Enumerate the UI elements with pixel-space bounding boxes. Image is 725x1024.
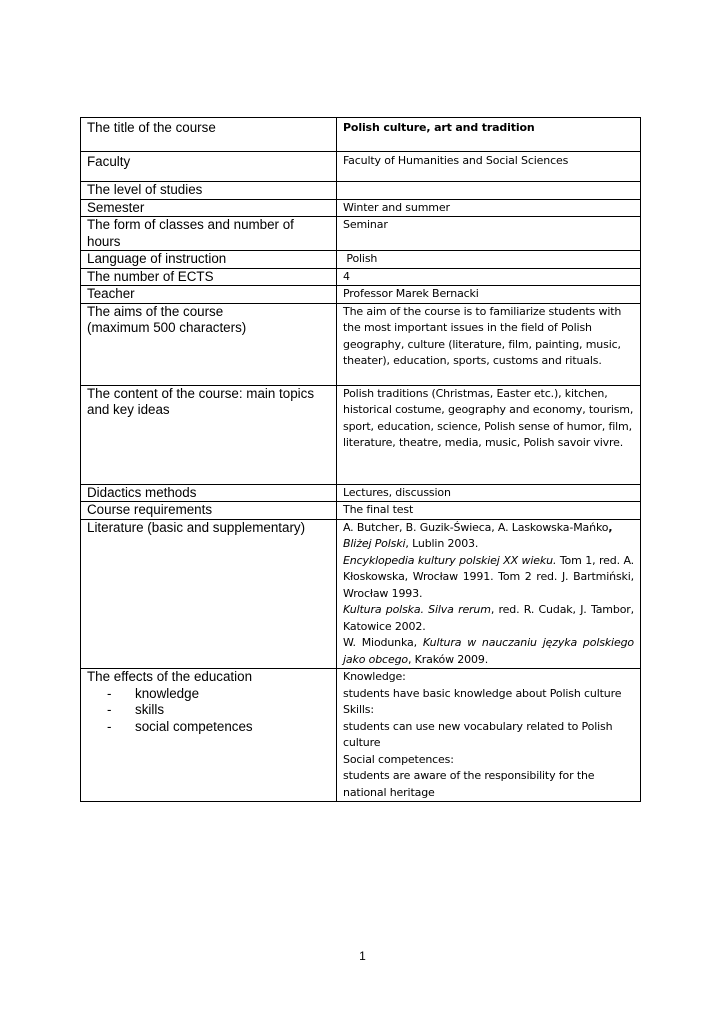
- literature-authors: A. Butcher, B. Guzik-Świeca, A. Laskowska-Mańko: [343, 520, 609, 534]
- requirements-value: The final test: [337, 502, 641, 520]
- row-content: [81, 385, 641, 484]
- semester-value: Winter and summer: [337, 199, 641, 217]
- level-label: The level of studies: [81, 182, 337, 200]
- effects-label: [81, 669, 337, 802]
- literature-entry: [343, 553, 634, 603]
- row-semester: [81, 199, 641, 217]
- semester-label: Semester: [81, 199, 337, 217]
- effects-sub-list: [87, 686, 330, 736]
- row-aims: [81, 303, 641, 385]
- row-language: [81, 251, 641, 269]
- content-value: Polish traditions (Christmas, Easter etc.), kitchen, historical costume, geography and economy, tourism, sport, education, science, Polish sense of humor, film, literature, theatre, media, music, Polish savoir vivre.: [337, 385, 641, 484]
- language-label: Language of instruction: [81, 251, 337, 269]
- literature-details: , Lublin 2003.: [405, 537, 479, 550]
- effects-sub-item: - knowledge: [87, 686, 330, 703]
- literature-title: Encyklopedia kultury polskiej XX wieku.: [343, 553, 557, 567]
- content-label: The content of the course: main topics and key ideas: [81, 385, 337, 484]
- aims-label-line1: The aims of the course: [87, 303, 224, 319]
- literature-separator: ,: [608, 520, 613, 534]
- teacher-value: Professor Marek Bernacki: [337, 286, 641, 304]
- effects-line: students can use new vocabulary related to Polish culture: [343, 719, 613, 749]
- effects-sub-item: - social competences: [87, 719, 330, 736]
- effects-line: students have basic knowledge about Polish culture: [343, 686, 622, 700]
- literature-details: , Kraków 2009.: [407, 652, 489, 666]
- literature-entry: [343, 602, 634, 635]
- aims-value: The aim of the course is to familiarize students with the most important issues in the field of Polish geography, culture (literature, film, painting, music, theater), education, sports, customs and rituals.: [337, 303, 641, 385]
- literature-details: , red. R. Cudak, J. Tambor, Katowice 2002.: [343, 603, 634, 633]
- ects-value: 4: [337, 268, 641, 286]
- row-ects: [81, 268, 641, 286]
- aims-label: [81, 303, 337, 385]
- literature-title: Kultura polska. Silva rerum: [343, 603, 491, 616]
- title-label: The title of the course: [81, 118, 337, 152]
- row-literature: [81, 519, 641, 669]
- row-teacher: [81, 286, 641, 304]
- requirements-label: Course requirements: [81, 502, 337, 520]
- row-title: [81, 118, 641, 152]
- effects-label-title: The effects of the education: [87, 669, 253, 684]
- aims-label-line2: (maximum 500 characters): [87, 320, 247, 335]
- literature-authors: W. Miodunka,: [343, 636, 423, 649]
- effects-line: students are aware of the responsibility for the national heritage: [343, 769, 595, 799]
- effects-line: Knowledge:: [343, 670, 406, 683]
- didactics-value: Lectures, discussion: [337, 484, 641, 502]
- literature-title: Kultura w nauczaniu języka polskiego jako obcego: [343, 636, 634, 666]
- form-value: Seminar: [337, 217, 641, 251]
- level-value: [337, 182, 641, 200]
- teacher-label: Teacher: [81, 286, 337, 304]
- effects-value: [337, 669, 641, 802]
- faculty-value: Faculty of Humanities and Social Sciences: [337, 152, 641, 182]
- effects-sub-item: - skills: [87, 702, 330, 719]
- literature-value: [337, 519, 641, 669]
- literature-entry: [343, 520, 634, 553]
- effects-line: Skills:: [343, 703, 374, 716]
- form-label: The form of classes and number of hours: [81, 217, 337, 251]
- literature-label: Literature (basic and supplementary): [81, 519, 337, 669]
- literature-entry: [343, 635, 634, 668]
- language-value: Polish: [337, 251, 641, 269]
- row-faculty: [81, 152, 641, 182]
- didactics-label: Didactics methods: [81, 484, 337, 502]
- literature-title: Bliżej Polski: [343, 537, 406, 550]
- row-form: [81, 217, 641, 251]
- faculty-label: Faculty: [81, 152, 337, 182]
- row-level: [81, 182, 641, 200]
- course-table: [80, 117, 641, 802]
- row-requirements: [81, 502, 641, 520]
- row-effects: [81, 669, 641, 802]
- literature-details: Tom 1, red. A. Kłoskowska, Wrocław 1991. Tom 2 red. J. Bartmiński, Wrocław 1993.: [343, 553, 634, 600]
- row-didactics: [81, 484, 641, 502]
- page-number: 1: [359, 949, 366, 963]
- title-value: Polish culture, art and tradition: [337, 118, 641, 152]
- ects-label: The number of ECTS: [81, 268, 337, 286]
- effects-line: Social competences:: [343, 752, 454, 766]
